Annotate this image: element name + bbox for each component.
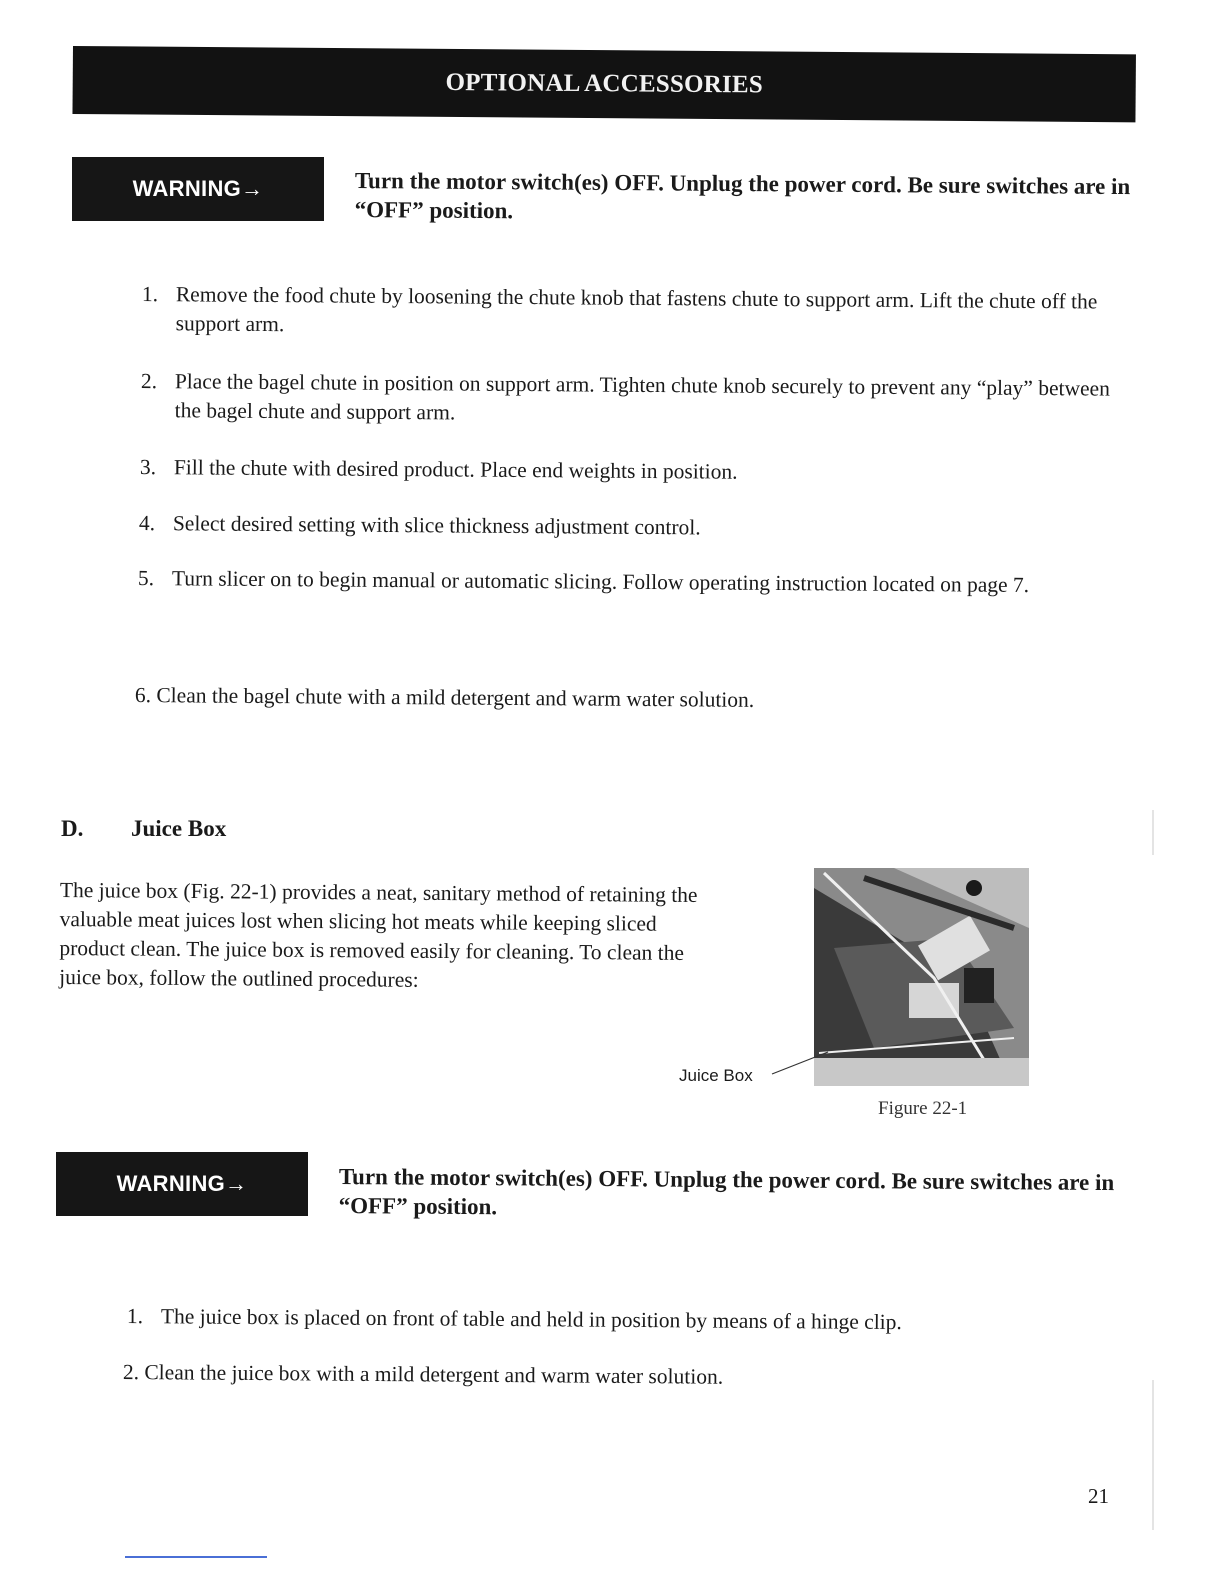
callout-line: [770, 1048, 830, 1078]
warning-text: Turn the motor switch(es) OFF. Unplug the power cord. Be sure switches are in “OFF” position.: [354, 167, 1131, 224]
page-number: 21: [1088, 1484, 1109, 1508]
list-item: 4. Select desired setting with slice thickness adjustment control.: [138, 510, 701, 540]
juice-box-photo: [814, 868, 1029, 1086]
warning-badge: WARNING→: [56, 1152, 308, 1216]
scan-edge: [1152, 810, 1154, 855]
list-item: 1. The juice box is placed on front of table and held in position by means of a hinge clip.: [126, 1303, 902, 1335]
figure-callout-label: Juice Box: [679, 1066, 753, 1085]
figure-caption: Figure 22-1: [878, 1098, 968, 1119]
scan-edge: [1152, 1380, 1154, 1530]
list-item: 2. Place the bagel chute in position on support arm. Tighten chute knob securely to prevent any “play” between the bagel chute and support arm.: [140, 368, 1110, 425]
list-item: 1. Remove the food chute by loosening the chute knob that fastens chute to support arm. Lift the chute off the support arm.: [141, 281, 1098, 337]
section-title: Juice Box: [131, 816, 227, 841]
list-item: 2. Clean the juice box with a mild detergent and warm water solution.: [122, 1359, 724, 1389]
warning-badge: WARNING→: [72, 157, 324, 221]
warning-text: Turn the motor switch(es) OFF. Unplug the power cord. Be sure switches are in “OFF” position.: [338, 1163, 1115, 1220]
section-letter: D.: [61, 816, 84, 841]
list-item: 3. Fill the chute with desired product. Place end weights in position.: [139, 454, 738, 484]
banner-title: OPTIONAL ACCESSORIES: [445, 68, 763, 99]
list-item: 6. Clean the bagel chute with a mild detergent and warm water solution.: [134, 682, 755, 712]
footer-rule: [125, 1556, 267, 1558]
section-paragraph: The juice box (Fig. 22-1) provides a neat, sanitary method of retaining the valuable meat juices lost when slicing hot meats while keeping sliced product clean. The juice box is removed easily for cleaning. To clean the juice box, follow the outlined procedures:: [59, 877, 698, 992]
list-item: 5. Turn slicer on to begin manual or automatic slicing. Follow operating instruction located on page 7.: [137, 565, 1030, 597]
section-banner: [72, 46, 1136, 122]
